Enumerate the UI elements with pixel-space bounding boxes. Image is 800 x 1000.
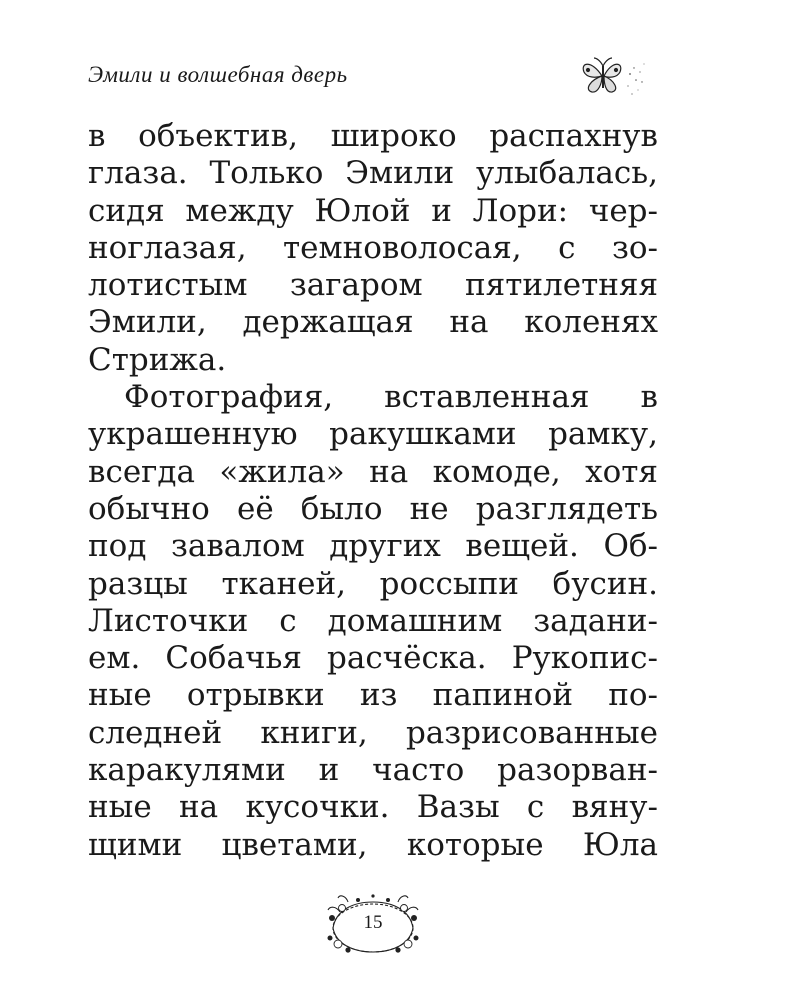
text-line: ем. Собачья расчёска. Рукопис- [88,640,658,677]
text-line: ные отрывки из папиной по- [88,677,658,714]
text-line: разцы тканей, россыпи бусин. [88,565,658,602]
text-line: ноглазая, темноволосая, с зо- [88,229,658,266]
running-head-title: Эмили и волшебная дверь [88,62,348,87]
text-line: Листочки с домашним задани- [88,602,658,639]
text-line: следней книги, разрисованные [88,714,658,751]
text-line: в объектив, широко распахнув [88,118,658,154]
text-line: щими цветами, которые Юла [88,826,658,863]
text-line: обычно её было не разглядеть [88,490,658,527]
page-number: 15 [363,912,383,933]
text-line: сидя между Юлой и Лори: чер- [88,192,658,229]
text-line: каракулями и часто разорван- [88,752,658,789]
text-line: глаза. Только Эмили улыбалась, [88,155,658,192]
text-line: лотистым загаром пятилетняя [88,267,658,304]
text-line: Фотография, вставленная в [124,379,658,416]
body-text [88,118,658,864]
text-line: Стрижа. [88,341,227,378]
text-line: всегда «жила» на комоде, хотя [88,453,658,490]
text-line: украшенную ракушками рамку, [88,416,658,453]
butterfly-icon [578,52,648,100]
text-line: ные на кусочки. Вазы с вяну- [88,789,658,826]
text-line: Эмили, держащая на коленях [88,304,658,341]
text-line: под завалом других вещей. Об- [88,528,658,565]
